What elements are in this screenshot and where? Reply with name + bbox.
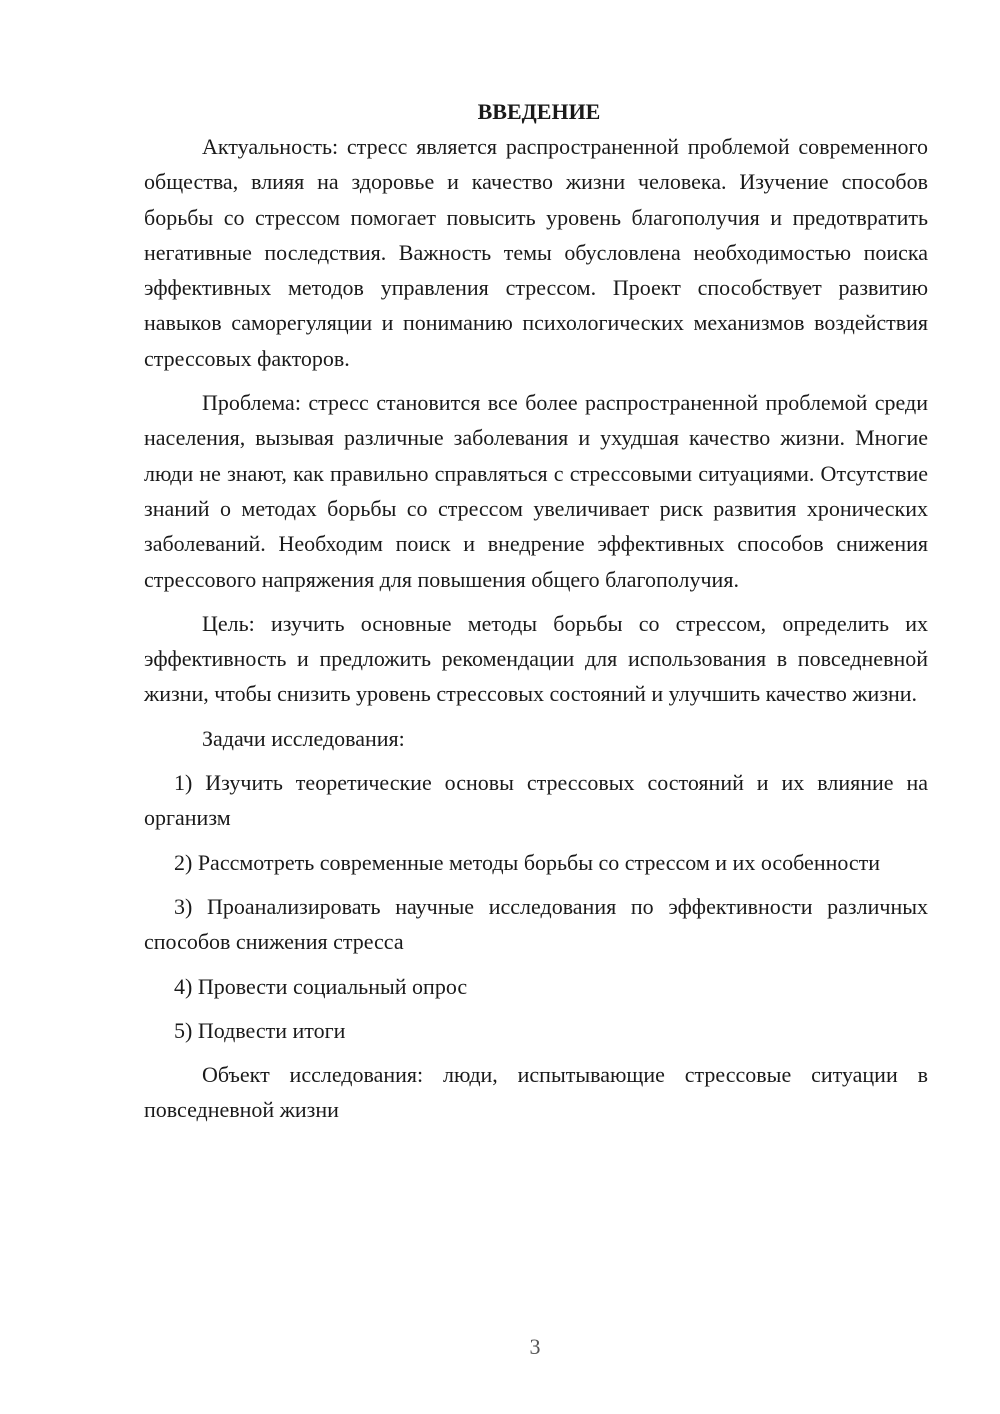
tasks-heading: Задачи исследования: xyxy=(202,725,405,751)
page-content xyxy=(144,94,928,1137)
section-title: ВВЕДЕНИЕ xyxy=(477,99,601,124)
task-item-2: 2) Рассмотреть современные методы борьбы со стрессом и их особенности xyxy=(174,849,881,875)
paragraph-relevance: Актуальность: стресс является распространенной проблемой современного общества, влияя на здоровье и качество жизни человека. Изучение способов борьбы со стрессом помогает повысить уровень благополучия и предотвратить негативные последствия. Важность темы обусловлена необходимостью поиска эффективных методов управления стрессом. Проект способствует развитию навыков саморегуляции и пониманию психологических механизмов воздействия стрессовых факторов. xyxy=(144,134,928,371)
task-item-5: 5) Подвести итоги xyxy=(174,1017,346,1043)
paragraph-problem: Проблема: стресс становится все более распространенной проблемой среди населения, вызывая различные заболевания и ухудшая качество жизни. Многие люди не знают, как правильно справляться с стрессовыми ситуациями. Отсутствие знаний о методах борьбы со стрессом увеличивает риск развития хронических заболеваний. Необходим поиск и внедрение эффективных способов снижения стрессового напряжения для повышения общего благополучия. xyxy=(144,390,928,592)
paragraph-goal: Цель: изучить основные методы борьбы со стрессом, определить их эффективность и предложить рекомендации для использования в повседневной жизни, чтобы снизить уровень стрессовых состояний и улучшить качество жизни. xyxy=(144,610,928,707)
task-item-1: 1) Изучить теоретические основы стрессовых состояний и их влияние на организм xyxy=(144,770,928,831)
task-item-3: 3) Проанализировать научные исследования по эффективности различных способов снижения стресса xyxy=(144,893,928,955)
task-item-4: 4) Провести социальный опрос xyxy=(174,973,468,999)
page-number: 3 xyxy=(529,1334,541,1359)
paragraph-object: Объект исследования: люди, испытывающие стрессовые ситуации в повседневной жизни xyxy=(144,1062,928,1123)
